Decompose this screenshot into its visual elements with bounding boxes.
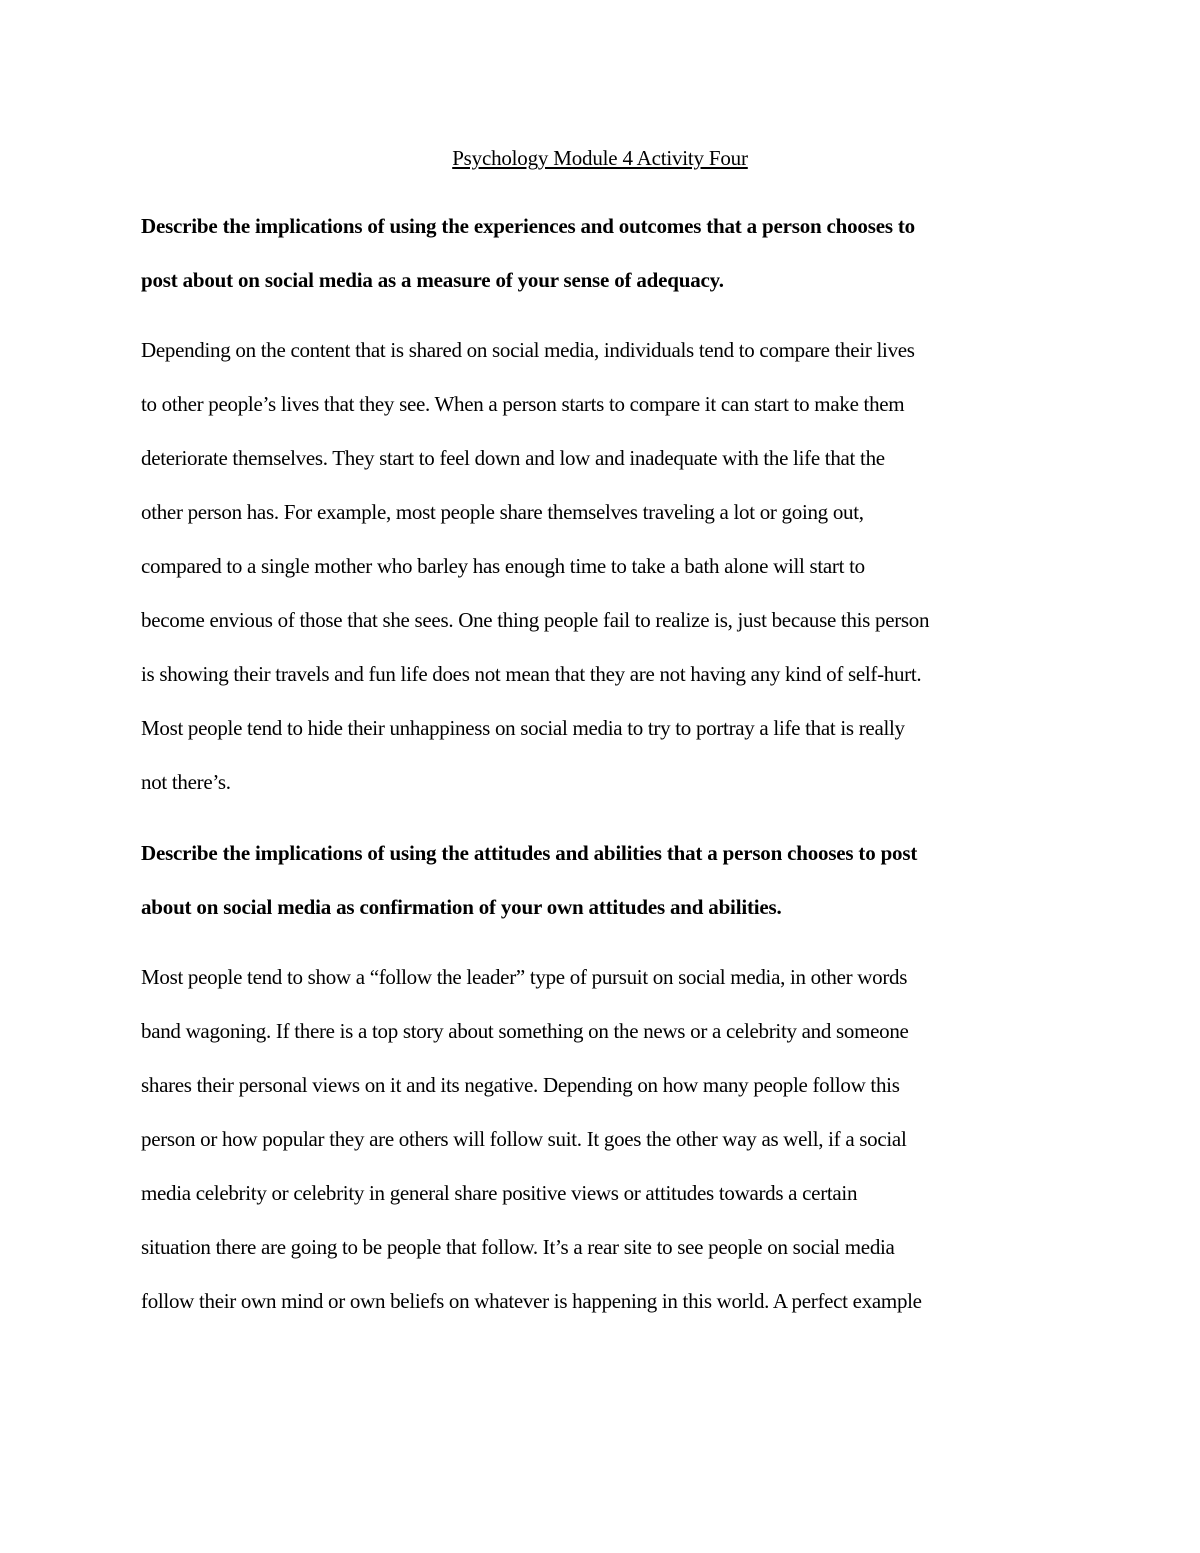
question-1-line: post about on social media as a measure of your sense of adequacy. xyxy=(141,268,724,292)
question-2-line: about on social media as confirmation of your own attitudes and abilities. xyxy=(141,895,782,919)
answer-2-line: person or how popular they are others will follow suit. It goes the other way as well, if a social xyxy=(141,1127,907,1151)
answer-2-line: media celebrity or celebrity in general share positive views or attitudes towards a certain xyxy=(141,1181,858,1205)
answer-1-line: Most people tend to hide their unhappiness on social media to try to portray a life that is really xyxy=(141,716,905,740)
answer-1-line: other person has. For example, most people share themselves traveling a lot or going out, xyxy=(141,500,864,524)
answer-1-line: to other people’s lives that they see. When a person starts to compare it can start to make them xyxy=(141,392,905,416)
answer-1-line: is showing their travels and fun life does not mean that they are not having any kind of self-hurt. xyxy=(141,662,922,686)
answer-2-line: band wagoning. If there is a top story about something on the news or a celebrity and someone xyxy=(141,1019,909,1043)
question-1-line: Describe the implications of using the experiences and outcomes that a person chooses to xyxy=(141,214,915,238)
answer-1-line: not there’s. xyxy=(141,770,231,794)
answer-2-line: follow their own mind or own beliefs on whatever is happening in this world. A perfect example xyxy=(141,1289,922,1313)
answer-1-line: become envious of those that she sees. One thing people fail to realize is, just because this person xyxy=(141,608,930,632)
question-2-line: Describe the implications of using the attitudes and abilities that a person chooses to post xyxy=(141,841,918,865)
document-title: Psychology Module 4 Activity Four xyxy=(452,146,748,170)
answer-2-line: shares their personal views on it and its negative. Depending on how many people follow this xyxy=(141,1073,900,1097)
answer-1-line: compared to a single mother who barley has enough time to take a bath alone will start to xyxy=(141,554,865,578)
answer-1-line: deteriorate themselves. They start to feel down and low and inadequate with the life that the xyxy=(141,446,885,470)
answer-2-line: Most people tend to show a “follow the leader” type of pursuit on social media, in other words xyxy=(141,965,908,989)
answer-2-line: situation there are going to be people that follow. It’s a rear site to see people on social media xyxy=(141,1235,895,1259)
answer-1-line: Depending on the content that is shared on social media, individuals tend to compare their lives xyxy=(141,338,915,362)
